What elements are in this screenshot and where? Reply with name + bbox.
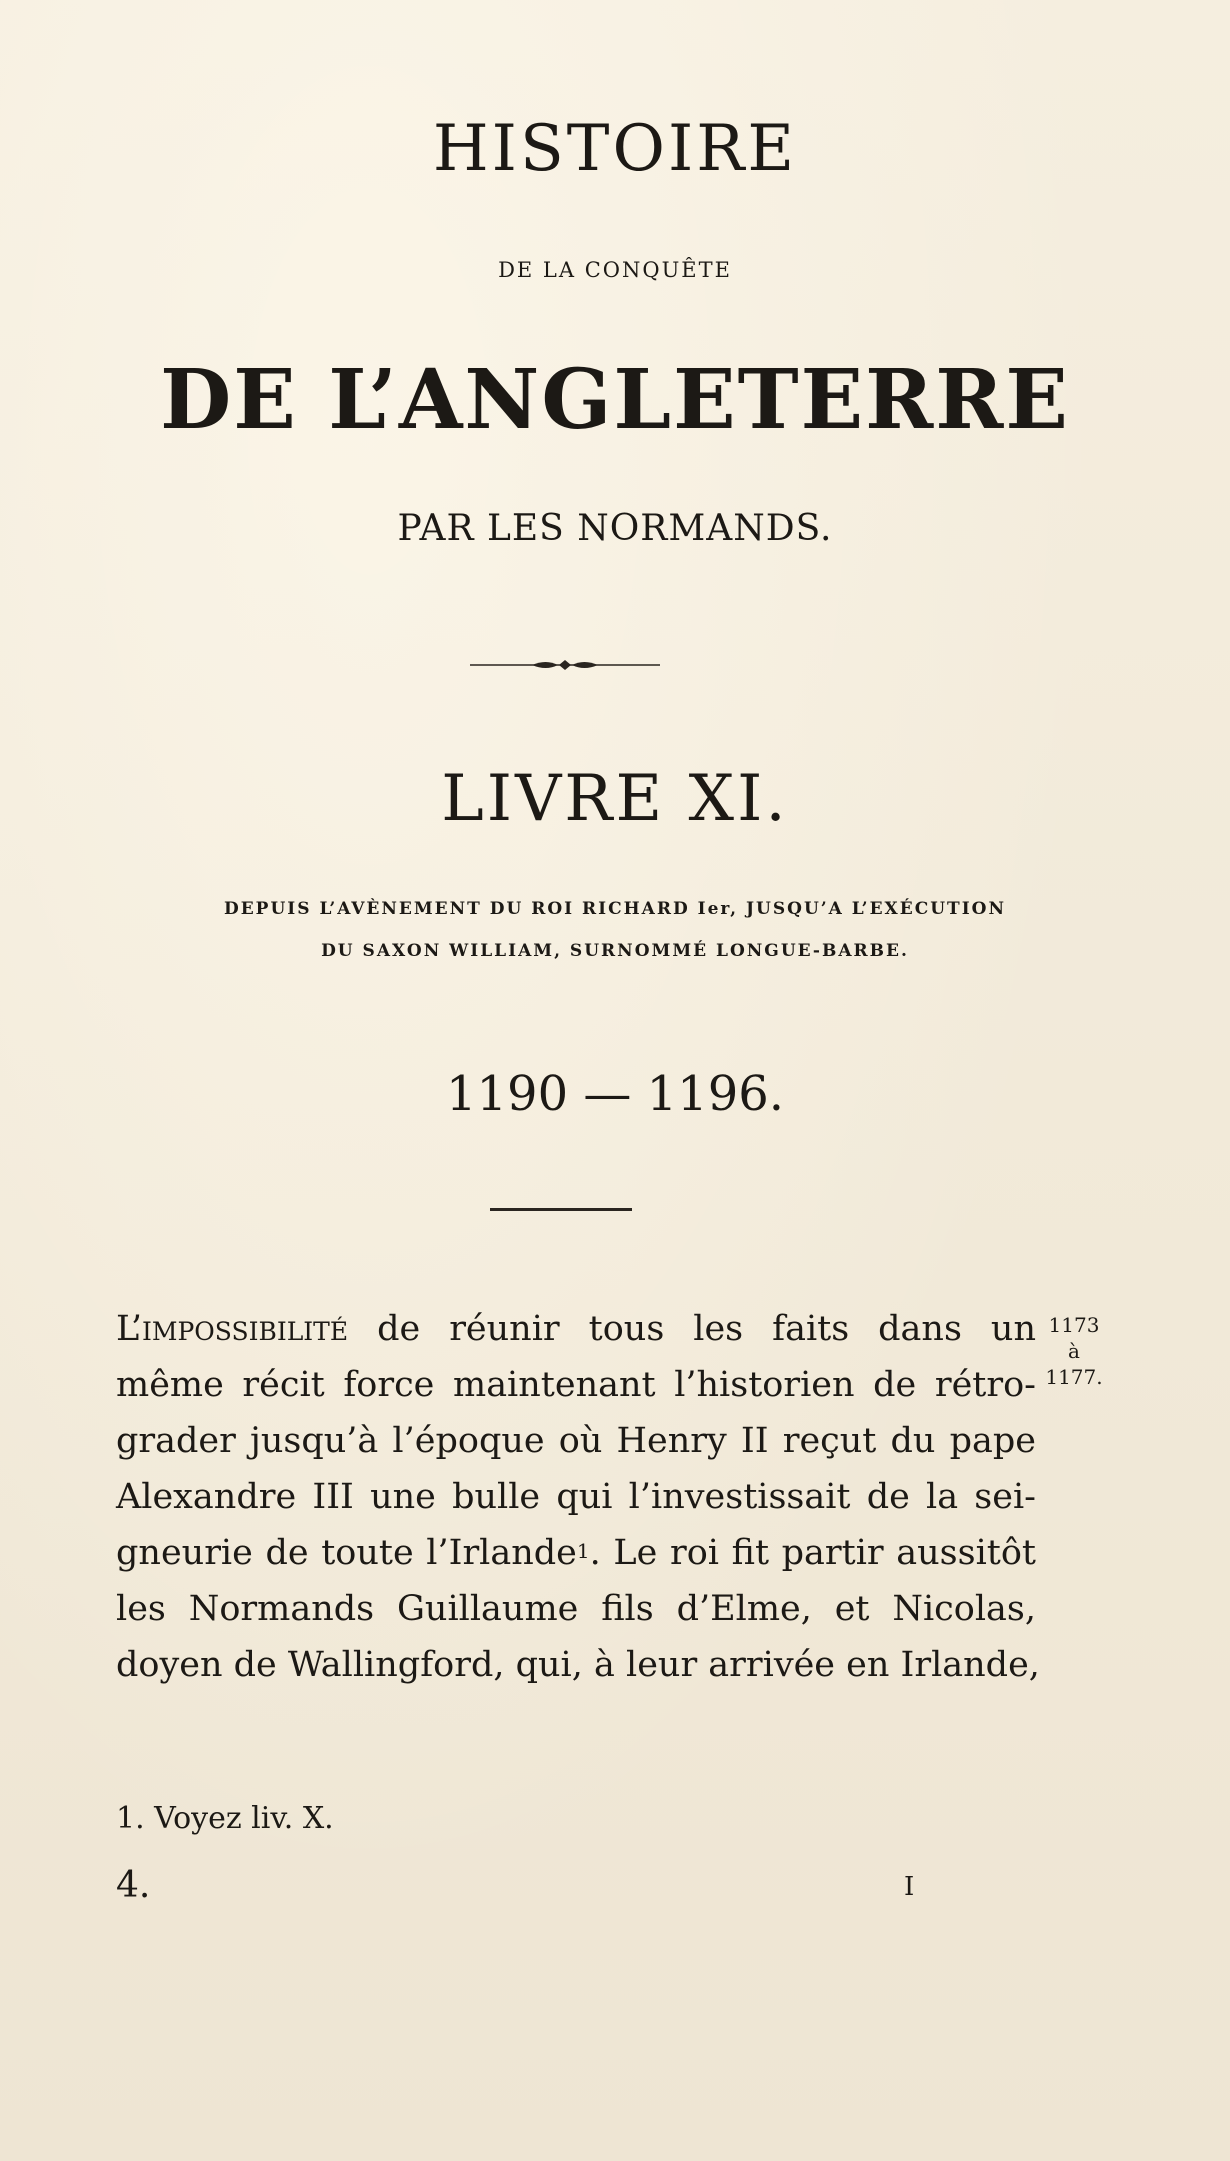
body-line-5-b: . Le roi fit partir aussitôt xyxy=(589,1533,1036,1573)
body-line-4: Alexandre III une bulle qui l’investissait de la sei- xyxy=(116,1477,1036,1517)
body-line-6: les Normands Guillaume fils d’Elme, et Nicolas, xyxy=(116,1589,1036,1629)
book-subtitle-line2: DU SAXON WILLIAM, SURNOMMÉ LONGUE-BARBE. xyxy=(321,941,909,961)
title-histoire: HISTOIRE xyxy=(432,112,798,186)
title-par-les-normands: PAR LES NORMANDS. xyxy=(397,508,833,549)
book-subtitle-line1: DEPUIS L’AVÈNEMENT DU ROI RICHARD Ier, JUSQU’A L’EXÉCUTION xyxy=(223,899,1006,919)
drop-word: L’impossibilité xyxy=(116,1309,349,1349)
ornament-divider-icon xyxy=(470,658,660,672)
margin-date-to: 1177. xyxy=(1045,1365,1103,1389)
margin-date-sep: à xyxy=(1068,1339,1080,1363)
section-rule xyxy=(490,1208,632,1211)
body-paragraph xyxy=(116,1301,1040,1693)
book-dates: 1190 — 1196. xyxy=(445,1066,785,1122)
margin-date-note xyxy=(1044,1312,1104,1390)
body-line-1-rest: de réunir tous les faits dans un xyxy=(348,1309,1036,1349)
body-line-2: même récit force maintenant l’historien de rétro- xyxy=(116,1365,1036,1405)
footnote-ref[interactable]: 1 xyxy=(576,1539,590,1563)
body-line-5-a: gneurie de toute l’Irlande xyxy=(116,1533,577,1573)
signature-mark: 4. xyxy=(116,1865,151,1906)
body-line-1 xyxy=(116,1301,1036,1357)
body-line-7: doyen de Wallingford, qui, à leur arrivée en Irlande, xyxy=(116,1645,1040,1685)
body-line-5 xyxy=(116,1525,1036,1581)
title-de-langleterre: DE L’ANGLETERRE xyxy=(160,352,1070,448)
body-line-3: grader jusqu’à l’époque où Henry II reçut du pape xyxy=(116,1421,1036,1461)
page-number: I xyxy=(904,1872,915,1902)
footnote: 1. Voyez liv. X. xyxy=(116,1801,334,1836)
title-de-la-conquete: DE LA CONQUÊTE xyxy=(498,258,732,282)
book-heading: LIVRE XI. xyxy=(441,762,789,836)
margin-date-from: 1173 xyxy=(1048,1313,1100,1337)
